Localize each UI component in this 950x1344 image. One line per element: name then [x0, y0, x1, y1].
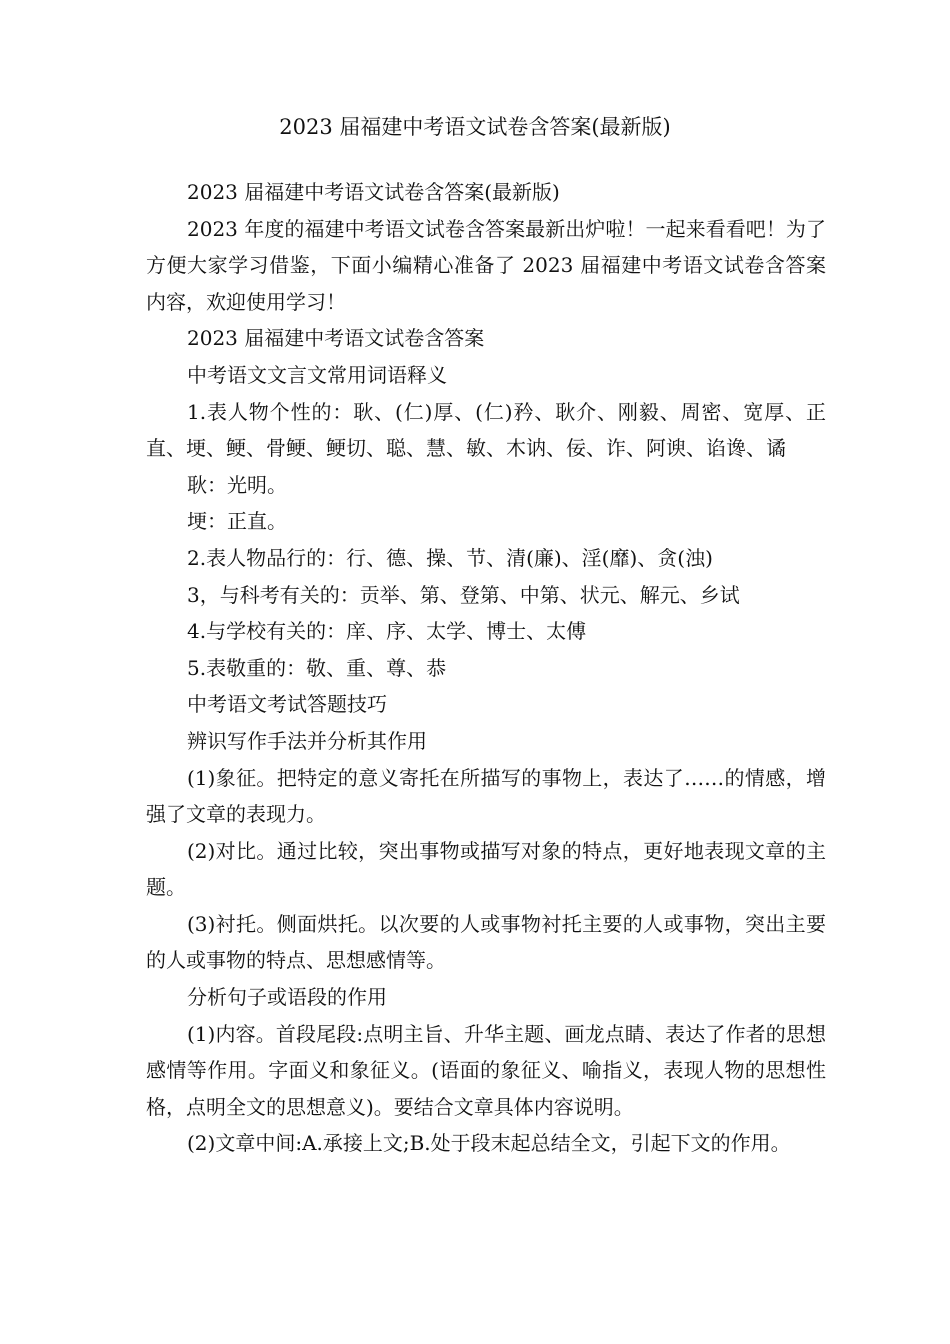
section-heading: 中考语文文言文常用词语释义: [187, 362, 447, 387]
document-body: [146, 174, 826, 1162]
section-heading: 中考语文考试答题技巧: [187, 692, 387, 717]
document-title: 2023 届福建中考语文试卷含答案(最新版): [279, 115, 671, 139]
paragraph: (2)对比。通过比较，突出事物或描写对象的特点，更好地表现文章的主题。: [146, 838, 826, 900]
paragraph: 5.表敬重的：敬、重、尊、恭: [187, 655, 447, 680]
paragraph: 耿：光明。: [187, 472, 287, 497]
paragraph: 2023 年度的福建中考语文试卷含答案最新出炉啦！一起来看看吧！为了方便大家学习借鉴，下面小编精心准备了 2023 届福建中考语文试卷含答案内容，欢迎使用学习！: [146, 216, 826, 314]
section-heading: 分析句子或语段的作用: [187, 985, 387, 1010]
section-heading: 辨识写作手法并分析其作用: [187, 728, 427, 753]
paragraph: 2023 届福建中考语文试卷含答案(最新版): [187, 180, 560, 204]
paragraph: (3)衬托。侧面烘托。以次要的人或事物衬托主要的人或事物，突出主要的人或事物的特点、思想感情等。: [146, 911, 826, 973]
paragraph: 埂：正直。: [187, 509, 287, 534]
paragraph: (1)象征。把特定的意义寄托在所描写的事物上，表达了……的情感，增强了文章的表现力。: [146, 765, 826, 827]
paragraph: (2)文章中间:A.承接上文;B.处于段末起总结全文，引起下文的作用。: [187, 1131, 791, 1156]
paragraph: 2023 届福建中考语文试卷含答案: [187, 326, 485, 351]
paragraph: 4.与学校有关的：庠、序、太学、博士、太傅: [187, 619, 587, 644]
paragraph: (1)内容。首段尾段:点明主旨、升华主题、画龙点睛、表达了作者的思想感情等作用。字面义和象征义。(语面的象征义、喻指义，表现人物的思想性格，点明全文的思想意义)。要结合文章具体内容说明。: [146, 1021, 826, 1119]
paragraph: 3，与科考有关的：贡举、第、登第、中第、状元、解元、乡试: [187, 582, 740, 607]
paragraph: 2.表人物品行的：行、德、操、节、清(廉)、淫(靡)、贪(浊): [187, 545, 713, 570]
paragraph: 1.表人物个性的：耿、(仁)厚、(仁)矜、耿介、刚毅、周密、宽厚、正直、埂、鲠、骨鲠、鲠切、聪、慧、敏、木讷、佞、诈、阿谀、谄谗、谲: [146, 399, 826, 461]
